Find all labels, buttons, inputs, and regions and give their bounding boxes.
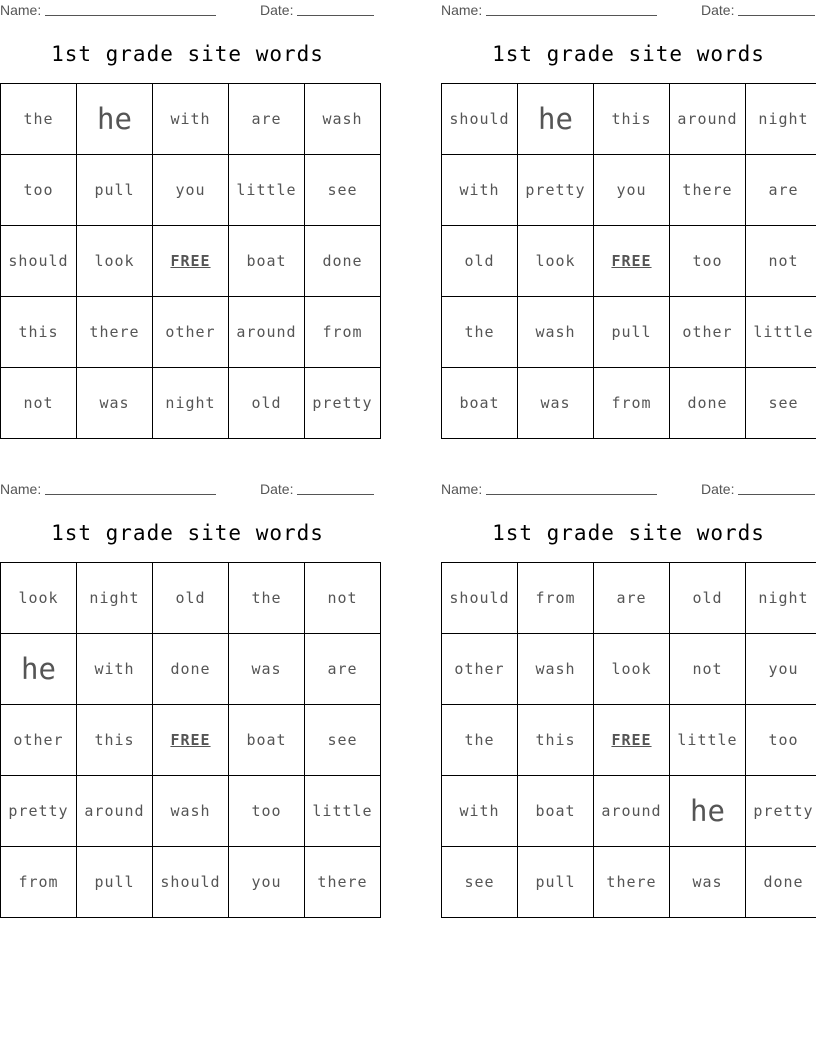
word-cell: should — [442, 563, 518, 634]
word-cell: there — [670, 155, 746, 226]
free-space-cell: FREE — [153, 705, 229, 776]
word-grid — [0, 562, 381, 918]
grid-row — [1, 563, 381, 634]
word-cell: around — [594, 776, 670, 847]
bingo-card-4 — [441, 479, 816, 919]
word-cell: see — [442, 847, 518, 918]
card-header — [441, 481, 816, 497]
word-cell: you — [746, 634, 816, 705]
word-cell: done — [153, 634, 229, 705]
word-cell: pretty — [1, 776, 77, 847]
word-cell: too — [746, 705, 816, 776]
free-space-cell: FREE — [594, 705, 670, 776]
word-cell: around — [229, 297, 305, 368]
word-cell: look — [594, 634, 670, 705]
grid-row — [442, 368, 816, 439]
word-cell: night — [153, 368, 229, 439]
date-label: Date: — [701, 2, 735, 18]
word-cell: he — [518, 84, 594, 155]
word-cell: too — [1, 155, 77, 226]
word-grid — [441, 562, 816, 918]
word-cell: the — [229, 563, 305, 634]
grid-row — [442, 705, 816, 776]
word-cell: other — [153, 297, 229, 368]
word-cell: with — [442, 155, 518, 226]
word-cell: you — [229, 847, 305, 918]
word-cell: not — [670, 634, 746, 705]
bingo-card-3 — [0, 479, 375, 919]
word-cell: done — [670, 368, 746, 439]
word-cell: old — [670, 563, 746, 634]
word-cell: wash — [518, 297, 594, 368]
word-cell: other — [670, 297, 746, 368]
word-cell: was — [670, 847, 746, 918]
word-cell: look — [1, 563, 77, 634]
word-cell: old — [442, 226, 518, 297]
word-cell: this — [77, 705, 153, 776]
word-cell: this — [594, 84, 670, 155]
grid-row — [1, 705, 381, 776]
name-label: Name: — [441, 2, 483, 18]
grid-row — [442, 84, 816, 155]
word-cell: you — [594, 155, 670, 226]
name-field — [0, 481, 216, 497]
word-cell: too — [670, 226, 746, 297]
word-cell: the — [442, 297, 518, 368]
word-cell: are — [305, 634, 381, 705]
word-cell: was — [77, 368, 153, 439]
grid-row — [1, 226, 381, 297]
word-cell: should — [153, 847, 229, 918]
name-field — [0, 2, 216, 18]
word-cell: are — [229, 84, 305, 155]
word-cell: this — [1, 297, 77, 368]
word-cell: he — [1, 634, 77, 705]
word-cell: not — [305, 563, 381, 634]
word-cell: pull — [77, 847, 153, 918]
word-cell: old — [153, 563, 229, 634]
word-cell: wash — [518, 634, 594, 705]
free-space-cell: FREE — [153, 226, 229, 297]
date-label: Date: — [260, 481, 294, 497]
date-blank-line — [738, 3, 815, 16]
word-cell: little — [746, 297, 816, 368]
name-blank-line — [486, 3, 657, 16]
word-cell: little — [305, 776, 381, 847]
word-cell: done — [746, 847, 816, 918]
word-cell: around — [77, 776, 153, 847]
date-label: Date: — [260, 2, 294, 18]
word-cell: from — [594, 368, 670, 439]
card-title: 1st grade site words — [492, 521, 765, 545]
grid-row — [442, 226, 816, 297]
name-blank-line — [45, 3, 216, 16]
name-blank-line — [45, 482, 216, 495]
grid-row — [1, 84, 381, 155]
word-cell: boat — [442, 368, 518, 439]
date-blank-line — [297, 3, 374, 16]
word-cell: pretty — [746, 776, 816, 847]
grid-row — [1, 155, 381, 226]
word-cell: pull — [594, 297, 670, 368]
name-label: Name: — [0, 2, 42, 18]
word-cell: there — [77, 297, 153, 368]
word-cell: wash — [305, 84, 381, 155]
card-header — [0, 481, 375, 497]
word-cell: he — [670, 776, 746, 847]
name-label: Name: — [441, 481, 483, 497]
grid-row — [1, 847, 381, 918]
word-cell: with — [153, 84, 229, 155]
word-cell: night — [77, 563, 153, 634]
word-cell: not — [1, 368, 77, 439]
word-cell: too — [229, 776, 305, 847]
word-cell: you — [153, 155, 229, 226]
name-field — [441, 481, 657, 497]
word-cell: with — [442, 776, 518, 847]
word-cell: pretty — [305, 368, 381, 439]
word-cell: see — [746, 368, 816, 439]
word-cell: boat — [229, 705, 305, 776]
date-blank-line — [738, 482, 815, 495]
word-cell: he — [77, 84, 153, 155]
word-cell: look — [518, 226, 594, 297]
word-cell: was — [229, 634, 305, 705]
card-title: 1st grade site words — [51, 42, 324, 66]
word-cell: boat — [229, 226, 305, 297]
grid-row — [1, 297, 381, 368]
name-label: Name: — [0, 481, 42, 497]
word-cell: from — [1, 847, 77, 918]
word-cell: little — [670, 705, 746, 776]
date-blank-line — [297, 482, 374, 495]
word-cell: pull — [518, 847, 594, 918]
word-cell: see — [305, 155, 381, 226]
word-cell: pull — [77, 155, 153, 226]
free-space-cell: FREE — [594, 226, 670, 297]
grid-row — [442, 155, 816, 226]
word-cell: are — [594, 563, 670, 634]
word-cell: around — [670, 84, 746, 155]
word-cell: should — [1, 226, 77, 297]
name-field — [441, 2, 657, 18]
word-cell: from — [518, 563, 594, 634]
word-cell: with — [77, 634, 153, 705]
grid-row — [442, 634, 816, 705]
date-field — [260, 2, 374, 18]
bingo-card-2 — [441, 0, 816, 440]
grid-row — [1, 368, 381, 439]
grid-row — [1, 634, 381, 705]
card-title: 1st grade site words — [51, 521, 324, 545]
bingo-card-1 — [0, 0, 375, 440]
word-cell: was — [518, 368, 594, 439]
word-cell: old — [229, 368, 305, 439]
word-cell: not — [746, 226, 816, 297]
name-blank-line — [486, 482, 657, 495]
word-cell: the — [442, 705, 518, 776]
word-cell: done — [305, 226, 381, 297]
word-cell: should — [442, 84, 518, 155]
word-cell: pretty — [518, 155, 594, 226]
grid-row — [442, 297, 816, 368]
date-label: Date: — [701, 481, 735, 497]
word-cell: night — [746, 563, 816, 634]
word-cell: are — [746, 155, 816, 226]
word-cell: there — [594, 847, 670, 918]
word-cell: other — [1, 705, 77, 776]
date-field — [260, 481, 374, 497]
card-header — [441, 2, 816, 18]
date-field — [701, 2, 815, 18]
word-cell: night — [746, 84, 816, 155]
word-cell: wash — [153, 776, 229, 847]
card-title: 1st grade site words — [492, 42, 765, 66]
grid-row — [1, 776, 381, 847]
word-grid — [441, 83, 816, 439]
grid-row — [442, 847, 816, 918]
word-cell: other — [442, 634, 518, 705]
grid-row — [442, 776, 816, 847]
word-cell: look — [77, 226, 153, 297]
word-cell: the — [1, 84, 77, 155]
date-field — [701, 481, 815, 497]
word-cell: see — [305, 705, 381, 776]
word-cell: this — [518, 705, 594, 776]
word-cell: there — [305, 847, 381, 918]
word-grid — [0, 83, 381, 439]
word-cell: from — [305, 297, 381, 368]
grid-row — [442, 563, 816, 634]
word-cell: boat — [518, 776, 594, 847]
word-cell: little — [229, 155, 305, 226]
card-header — [0, 2, 375, 18]
